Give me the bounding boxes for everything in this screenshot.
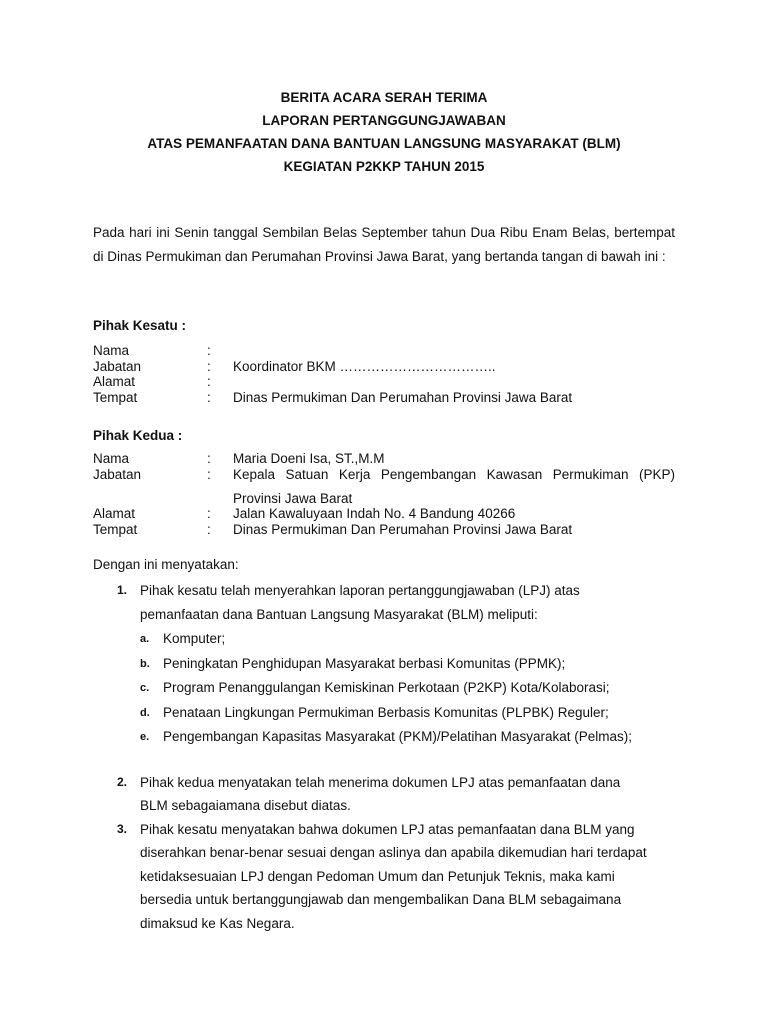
- field-row-jabatan: [93, 467, 675, 491]
- sub-list-item: [140, 701, 693, 726]
- sub-list-item: [140, 627, 693, 652]
- field-label: Nama: [93, 343, 130, 358]
- list-item-line: dimaksud ke Kas Negara.: [140, 915, 295, 931]
- list-item: [93, 771, 693, 818]
- sub-list-text: Peningkatan Penghidupan Masyarakat berbasi Komunitas (PPMK);: [163, 655, 566, 671]
- sub-list: [140, 627, 693, 750]
- field-row-jabatan: [93, 359, 675, 375]
- field-label: Tempat: [93, 521, 138, 537]
- sub-list-letter: d.: [140, 706, 150, 719]
- sub-list-letter: e.: [140, 731, 150, 743]
- field-separator: :: [207, 466, 211, 482]
- field-separator: :: [207, 343, 211, 358]
- field-label: Jabatan: [93, 358, 142, 374]
- list-item: [93, 818, 693, 936]
- title-line-3: ATAS PEMANFAATAN DANA BANTUAN LANGSUNG MASYARAKAT (BLM): [147, 136, 621, 151]
- field-value: Koordinator BKM ……………………………..: [233, 358, 496, 374]
- field-separator: :: [207, 358, 211, 374]
- list-item-line: pemanfaatan dana Bantuan Langsung Masyarakat (BLM) meliputi:: [140, 606, 538, 622]
- list-item-line: Pihak kesatu telah menyerahkan laporan pertanggungjawaban (LPJ) atas: [140, 583, 580, 598]
- sub-list-text: Program Penanggulangan Kemiskinan Perkotaan (P2KP) Kota/Kolaborasi;: [163, 680, 610, 695]
- statement-list: [93, 579, 693, 935]
- field-row-alamat: [93, 374, 675, 390]
- field-value: Dinas Permukiman Dan Perumahan Provinsi Jawa Barat: [233, 521, 573, 537]
- title-line-1: BERITA ACARA SERAH TERIMA: [280, 90, 488, 105]
- list-item-line: Pihak kedua menyatakan telah menerima dokumen LPJ atas pemanfaatan dana: [140, 774, 621, 790]
- field-label: Tempat: [93, 389, 138, 405]
- field-label: Alamat: [93, 374, 136, 389]
- pihak-kesatu-heading: Pihak Kesatu :: [93, 318, 187, 333]
- document-title: [0, 86, 768, 178]
- intro-paragraph: Pada hari ini Senin tanggal Sembilan Belas September tahun Dua Ribu Enam Belas, bertempat di Dinas Permukiman dan Perumahan Provinsi Jawa Barat, yang bertanda tangan di bawah ini :: [93, 225, 675, 264]
- sub-list-letter: a.: [140, 633, 150, 645]
- title-line-4: KEGIATAN P2KKP TAHUN 2015: [283, 159, 485, 174]
- list-item: [93, 579, 693, 750]
- field-separator: :: [207, 506, 211, 521]
- sub-list-letter: c.: [140, 682, 150, 694]
- list-number: 1.: [117, 583, 128, 597]
- field-row-jabatan-continued: [93, 491, 675, 507]
- pihak-kedua-heading: Pihak Kedua :: [93, 428, 183, 443]
- list-item-line: Pihak kesatu menyatakan bahwa dokumen LPJ atas pemanfaatan dana BLM yang: [140, 821, 635, 837]
- field-value: Jalan Kawaluyaan Indah No. 4 Bandung 40266: [233, 506, 516, 521]
- field-value: Kepala Satuan Kerja Pengembangan Kawasan Permukiman (PKP): [233, 466, 675, 482]
- list-item-line: ketidaksesuaian LPJ dengan Pedoman Umum dan Petunjuk Teknis, maka kami: [140, 868, 615, 884]
- sub-list-text: Penataan Lingkungan Permukiman Berbasis Komunitas (PLPBK) Reguler;: [163, 704, 609, 720]
- field-value: Provinsi Jawa Barat: [233, 490, 353, 506]
- field-separator: :: [207, 521, 211, 537]
- sub-list-item: [140, 725, 693, 750]
- field-separator: :: [207, 389, 211, 405]
- sub-list-item: [140, 676, 693, 701]
- field-value: Dinas Permukiman Dan Perumahan Provinsi Jawa Barat: [233, 389, 573, 405]
- field-label: Nama: [93, 451, 130, 466]
- list-item-line: BLM sebagaiamana disebut diatas.: [140, 798, 351, 813]
- field-separator: :: [207, 451, 211, 466]
- list-item-line: diserahkan benar-benar sesuai dengan aslinya dan apabila dikemudian hari terdapat: [140, 845, 647, 860]
- sub-list-text: Komputer;: [163, 631, 226, 646]
- field-row-alamat: [93, 506, 675, 522]
- list-number: 2.: [117, 774, 128, 789]
- field-row-nama: [93, 343, 675, 359]
- field-row-nama: [93, 451, 675, 467]
- sub-list-item: [140, 652, 693, 677]
- pihak-kedua-fields: [93, 451, 675, 537]
- field-row-tempat: [93, 522, 675, 538]
- title-line-2: LAPORAN PERTANGGUNGJAWABAN: [262, 113, 506, 128]
- field-separator: :: [207, 374, 211, 389]
- statement-intro: Dengan ini menyatakan:: [93, 557, 239, 572]
- field-label: Alamat: [93, 506, 136, 521]
- sub-list-text: Pengembangan Kapasitas Masyarakat (PKM)/Pelatihan Masyarakat (Pelmas);: [163, 729, 632, 744]
- list-item-line: bersedia untuk bertanggungjawab dan mengembalikan Dana BLM sebagaimana: [140, 892, 622, 907]
- sub-list-letter: b.: [140, 657, 150, 670]
- field-row-tempat: [93, 390, 675, 406]
- list-number: 3.: [117, 821, 128, 836]
- field-label: Jabatan: [93, 466, 142, 482]
- pihak-kesatu-fields: [93, 343, 675, 405]
- field-value: Maria Doeni Isa, ST.,M.M: [233, 451, 385, 466]
